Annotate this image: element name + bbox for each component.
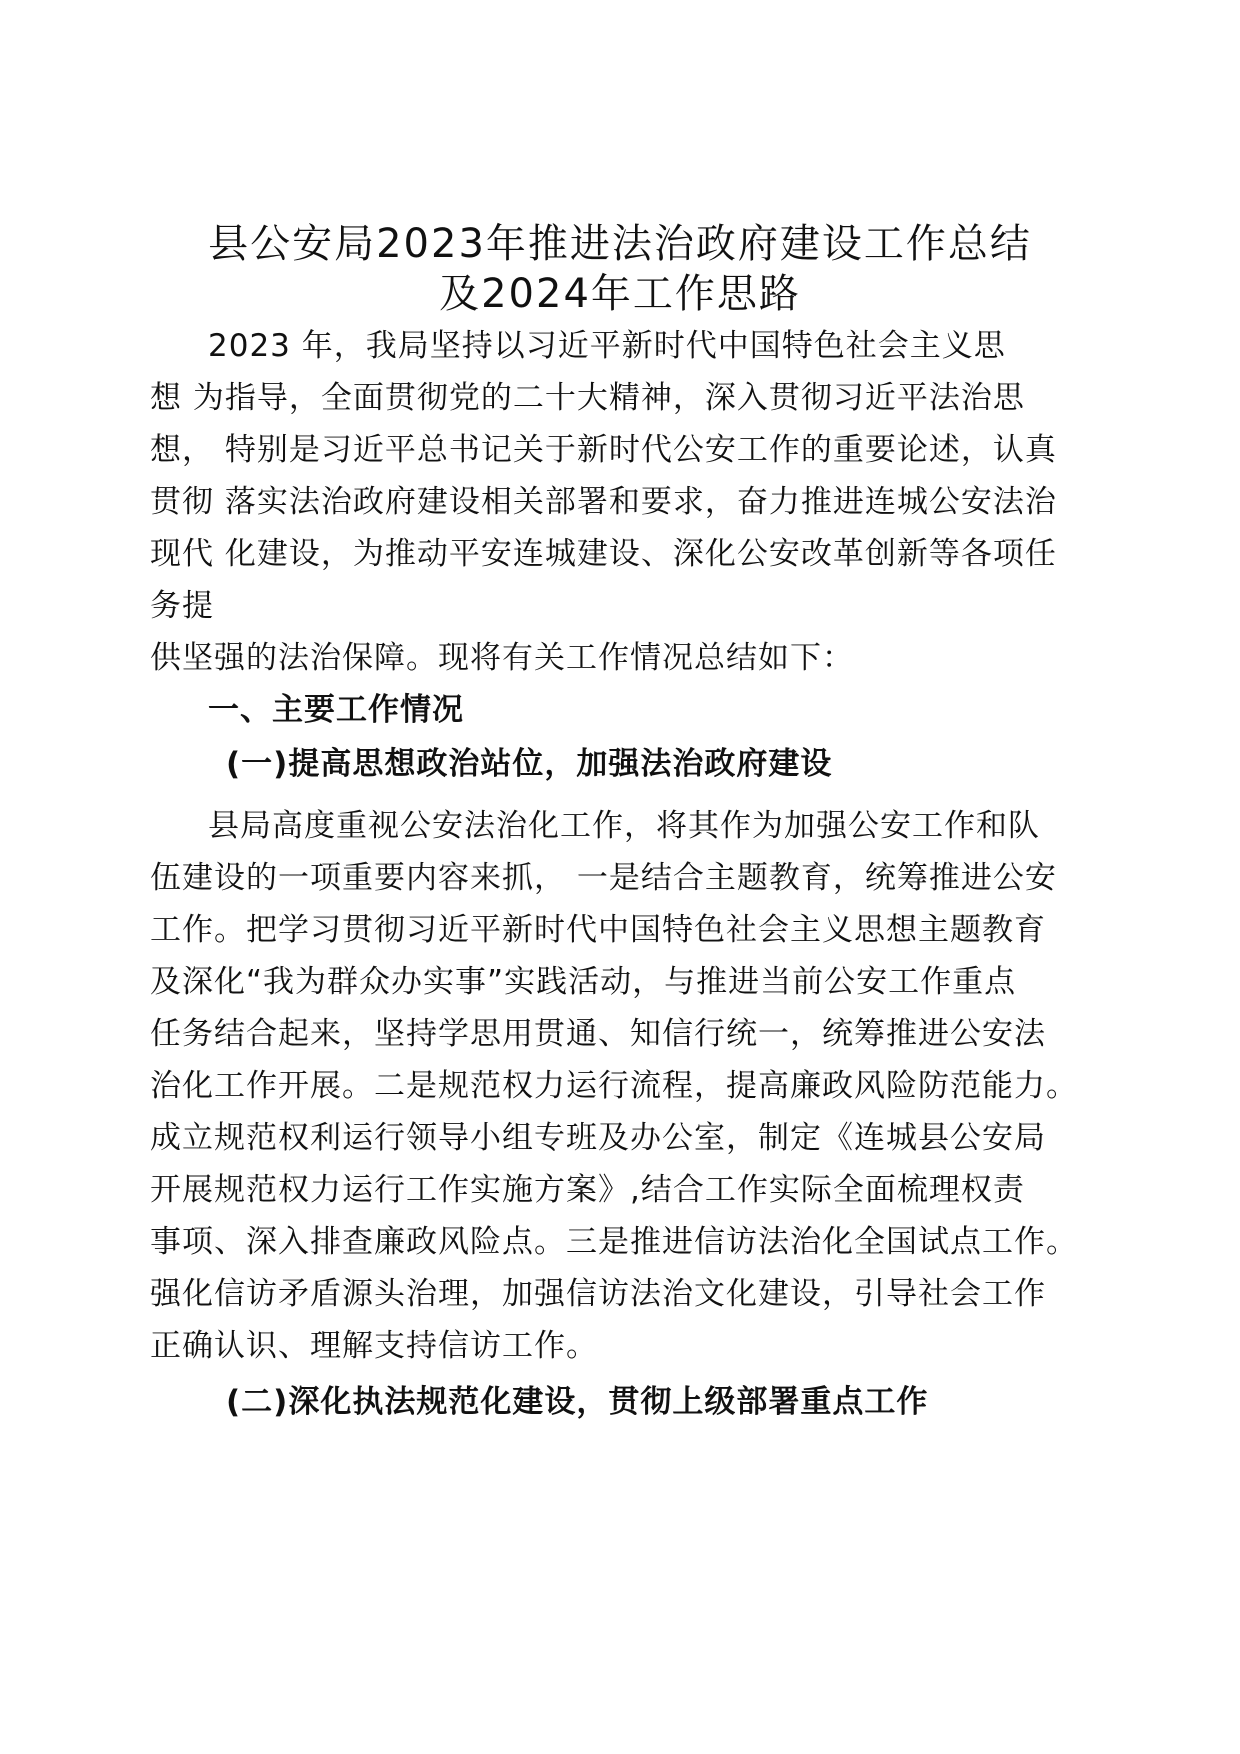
document-title-line-2: 及2024年工作思路 <box>439 271 801 317</box>
intro-line: 务提 <box>150 588 214 624</box>
intro-line: 想 为指导，全面贯彻党的二十大精神，深入贯彻习近平法治思 <box>150 380 1025 416</box>
section-heading: 一、主要工作情况 <box>208 692 464 728</box>
body-line: 正确认识、理解支持信访工作。 <box>150 1328 598 1364</box>
intro-line: 想， 特别是习近平总书记关于新时代公安工作的重要论述，认真 <box>150 432 1057 468</box>
intro-line: 供坚强的法治保障。现将有关工作情况总结如下： <box>150 640 854 676</box>
body-line: 开展规范权力运行工作实施方案》,结合工作实际全面梳理权责 <box>150 1172 1025 1208</box>
document-title-line-1: 县公安局2023年推进法治政府建设工作总结 <box>208 221 1032 267</box>
intro-line: 2023 年，我局坚持以习近平新时代中国特色社会主义思 <box>208 328 1006 364</box>
intro-line: 贯彻 落实法治政府建设相关部署和要求，奋力推进连城公安法治 <box>150 484 1057 520</box>
subsection-heading: (二)深化执法规范化建设，贯彻上级部署重点工作 <box>226 1384 929 1420</box>
subsection-heading: (一)提高思想政治站位，加强法治政府建设 <box>226 746 833 782</box>
body-line: 成立规范权利运行领导小组专班及办公室，制定《连城县公安局 <box>150 1120 1046 1156</box>
body-line: 任务结合起来，坚持学思用贯通、知信行统一，统筹推进公安法 <box>150 1016 1046 1052</box>
body-line: 伍建设的一项重要内容来抓， 一是结合主题教育，统筹推进公安 <box>150 860 1057 896</box>
body-line: 及深化“我为群众办实事”实践活动，与推进当前公安工作重点 <box>150 964 1017 1000</box>
body-line: 强化信访矛盾源头治理，加强信访法治文化建设，引导社会工作 <box>150 1276 1046 1312</box>
body-line: 事项、深入排查廉政风险点。三是推进信访法治化全国试点工作。 <box>150 1224 1078 1260</box>
body-line: 县局高度重视公安法治化工作，将其作为加强公安工作和队 <box>208 808 1040 844</box>
body-line: 治化工作开展。二是规范权力运行流程，提高廉政风险防范能力。 <box>150 1068 1078 1104</box>
body-line: 工作。把学习贯彻习近平新时代中国特色社会主义思想主题教育 <box>150 912 1046 948</box>
intro-line: 现代 化建设，为推动平安连城建设、深化公安改革创新等各项任 <box>150 536 1057 572</box>
